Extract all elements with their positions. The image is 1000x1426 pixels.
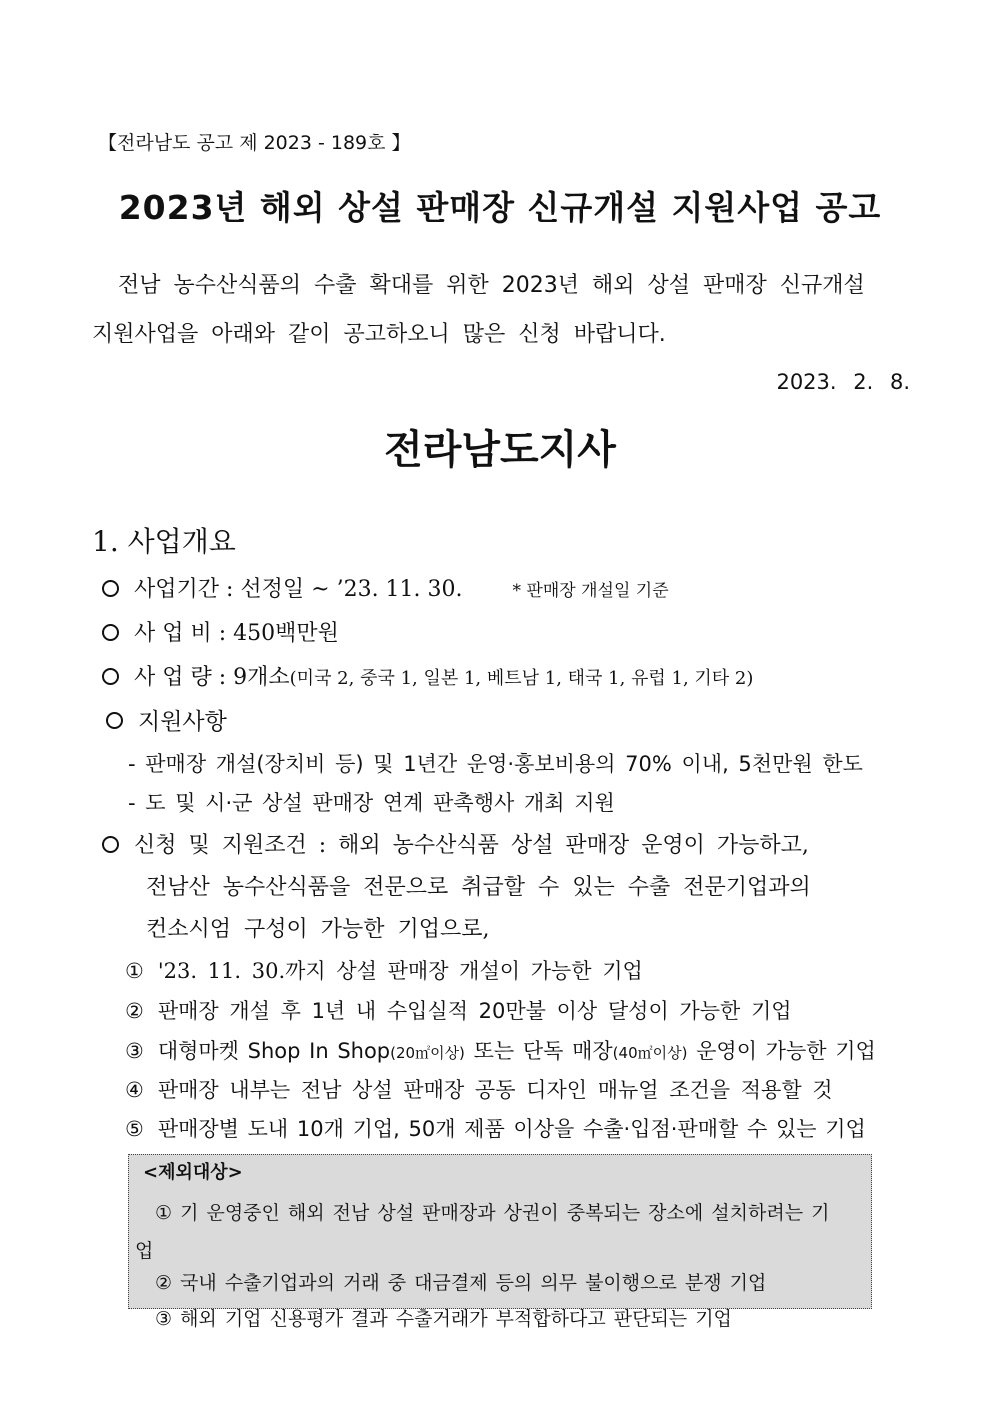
condition-text-a: 대형마켓 Shop In Shop bbox=[157, 1039, 391, 1063]
circle-bullet-icon bbox=[102, 624, 119, 641]
notice-date: 2023. 2. 8. bbox=[776, 370, 910, 394]
eligibility-line-2: 전남산 농수산식품을 전문으로 취급할 수 있는 수출 전문기업과의 bbox=[146, 875, 811, 900]
document-title: 2023년 해외 상설 판매장 신규개설 지원사업 공고 bbox=[118, 188, 882, 227]
exclusion-item-3: ③ 해외 기업 신용평가 결과 수출거래가 부적합하다고 판단되는 기업 bbox=[155, 1308, 732, 1330]
condition-number: ② bbox=[125, 999, 144, 1023]
eligibility-row bbox=[102, 828, 809, 859]
condition-4 bbox=[125, 1074, 833, 1104]
intro-line-1: 전남 농수산식품의 수출 확대를 위한 2023년 해외 상설 판매장 신규개설 bbox=[118, 273, 865, 298]
condition-2 bbox=[125, 995, 792, 1025]
exclusion-title: <제외대상> bbox=[143, 1162, 243, 1183]
circle-bullet-icon bbox=[106, 712, 123, 729]
period-label: 사업기간 : 선정일 ~ ’23. 11. 30. bbox=[134, 577, 463, 602]
circle-bullet-icon bbox=[102, 668, 119, 685]
condition-text: 판매장 내부는 전남 상설 판매장 공동 디자인 매뉴얼 조건을 적용할 것 bbox=[157, 1078, 833, 1102]
exclusion-item-2: ② 국내 수출기업과의 거래 중 대금결제 등의 의무 불이행으로 분쟁 기업 bbox=[155, 1272, 767, 1294]
condition-text-c: 또는 단독 매장 bbox=[464, 1039, 613, 1063]
intro-line-2: 지원사업을 아래와 같이 공고하오니 많은 신청 바랍니다. bbox=[92, 322, 666, 347]
condition-number: ① bbox=[125, 959, 144, 983]
support-item-1: - 판매장 개설(장치비 등) 및 1년간 운영·홍보비용의 70% 이내, 5천만원 한도 bbox=[128, 752, 863, 776]
exclusion-item-1-cont: 업 bbox=[135, 1240, 154, 1262]
circle-bullet-icon bbox=[102, 836, 119, 853]
support-row bbox=[106, 703, 227, 736]
period-note: * 판매장 개설일 기준 bbox=[512, 581, 669, 601]
exclusion-item-1: ① 기 운영중인 해외 전남 상설 판매장과 상권이 중복되는 장소에 설치하려는 기 bbox=[155, 1202, 830, 1224]
eligibility-line-1: 신청 및 지원조건 : 해외 농수산식품 상설 판매장 운영이 가능하고, bbox=[134, 833, 809, 858]
quantity-row bbox=[102, 660, 753, 691]
condition-area-a: (20㎡이상) bbox=[390, 1044, 465, 1062]
condition-3 bbox=[125, 1035, 876, 1065]
condition-5 bbox=[125, 1113, 866, 1143]
condition-area-b: (40㎡이상) bbox=[612, 1044, 688, 1062]
condition-text: 판매장 개설 후 1년 내 수입실적 20만불 이상 달성이 가능한 기업 bbox=[157, 999, 792, 1023]
condition-text-e: 운영이 가능한 기업 bbox=[687, 1039, 876, 1063]
budget-row bbox=[102, 616, 339, 647]
condition-text: 판매장별 도내 10개 기업, 50개 제품 이상을 수출·입점·판매할 수 있는 기업 bbox=[157, 1117, 866, 1141]
condition-number: ③ bbox=[125, 1039, 144, 1063]
condition-text: '23. 11. 30.까지 상설 판매장 개설이 가능한 기업 bbox=[157, 959, 643, 983]
quantity-detail: (미국 2, 중국 1, 일본 1, 베트남 1, 태국 1, 유럽 1, 기타 2) bbox=[289, 668, 754, 689]
budget-label: 사 업 비 : 450백만원 bbox=[134, 621, 339, 646]
period-row bbox=[102, 572, 669, 603]
condition-number: ④ bbox=[125, 1078, 144, 1102]
condition-1 bbox=[125, 955, 643, 985]
support-item-2: - 도 및 시·군 상설 판매장 연계 판촉행사 개최 지원 bbox=[128, 791, 615, 815]
eligibility-line-3: 컨소시엄 구성이 가능한 기업으로, bbox=[146, 917, 490, 942]
support-label: 지원사항 bbox=[138, 709, 227, 735]
issuer-name: 전라남도지사 bbox=[384, 427, 616, 473]
circle-bullet-icon bbox=[102, 580, 119, 597]
notice-number: 【전라남도 공고 제 2023 - 189호 】 bbox=[98, 132, 411, 154]
condition-number: ⑤ bbox=[125, 1117, 144, 1141]
section-heading: 1. 사업개요 bbox=[92, 525, 236, 558]
quantity-label: 사 업 량 : 9개소 bbox=[134, 665, 290, 690]
